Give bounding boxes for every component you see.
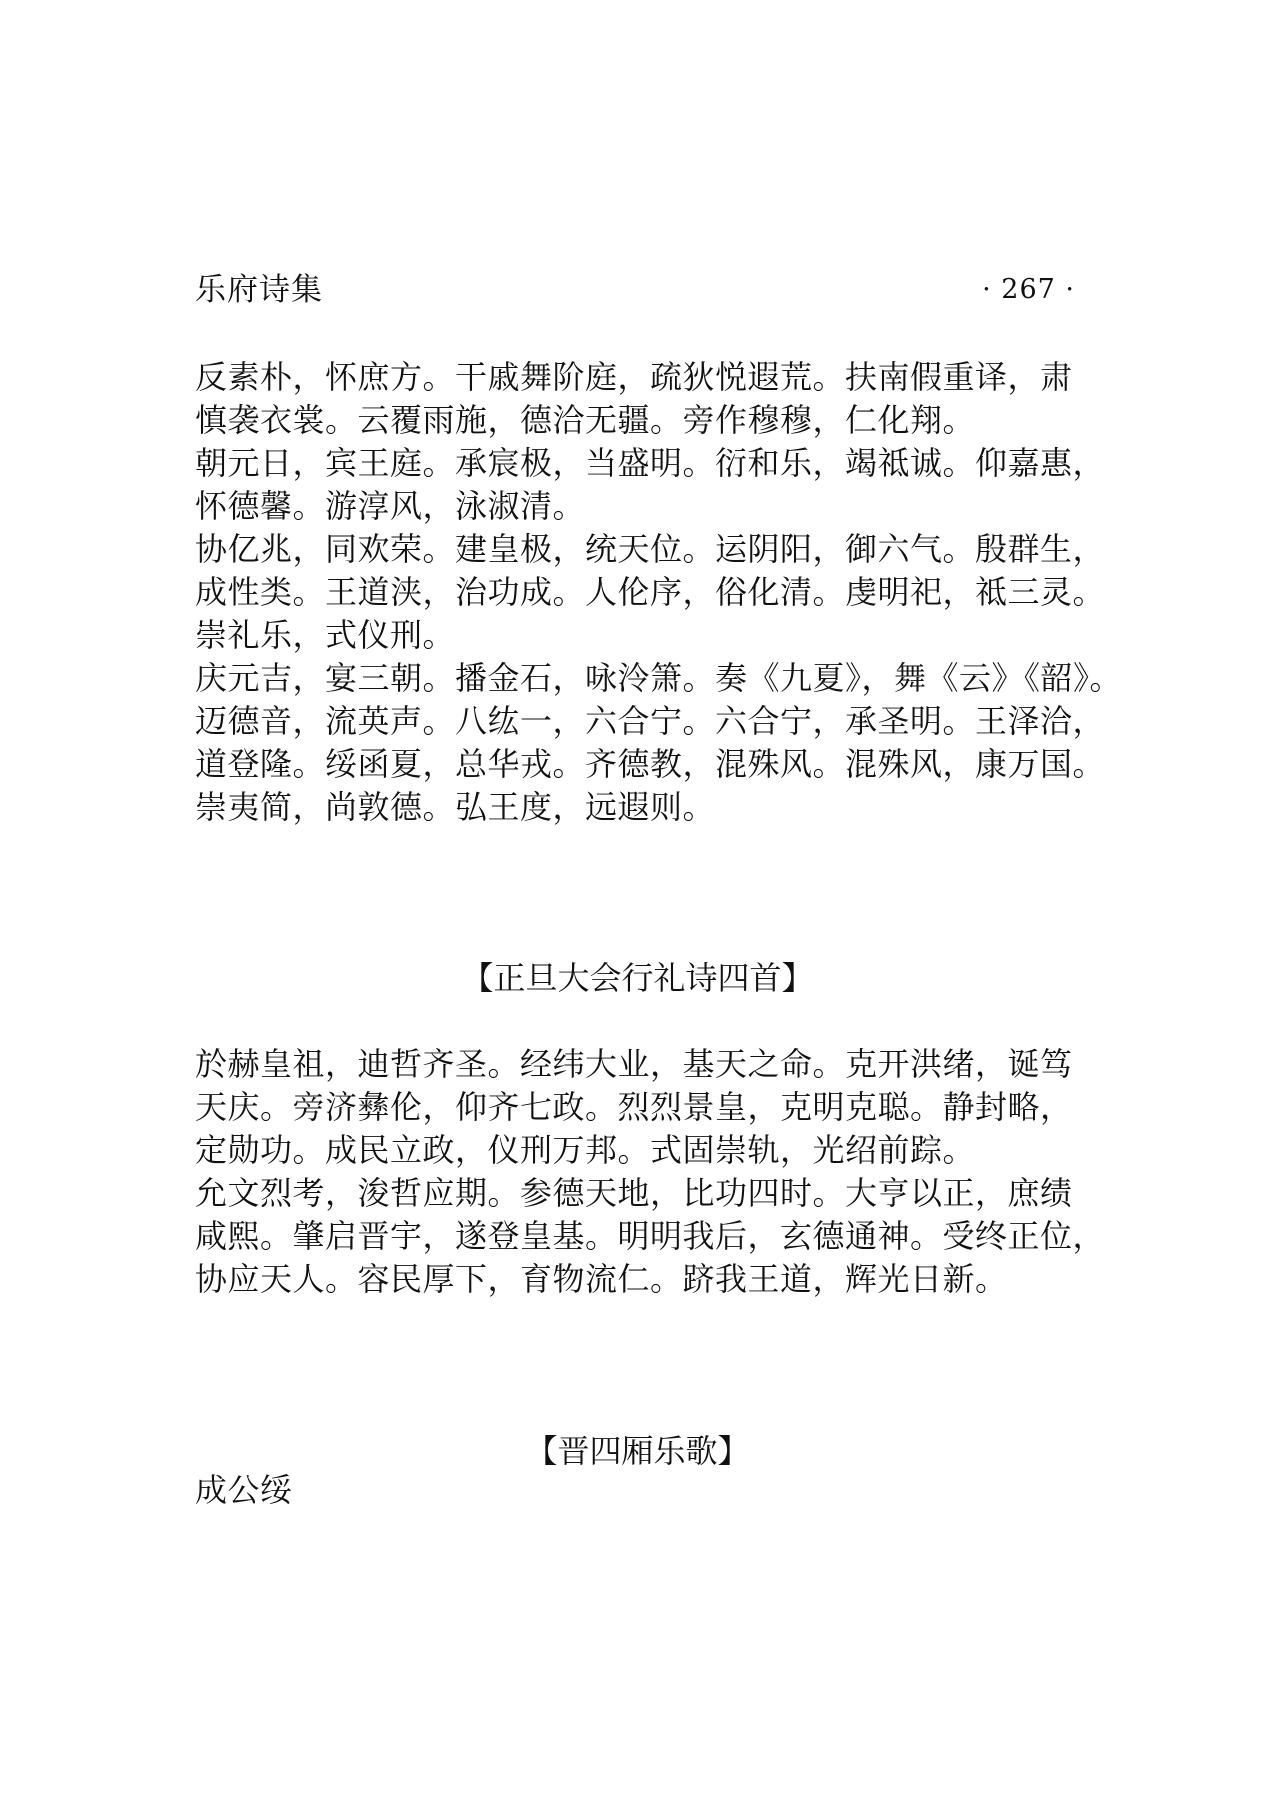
section-title-zhengdan: 【正旦大会行礼诗四首】: [461, 959, 814, 997]
text-line: 协应天人。容民厚下，育物流仁。跻我王道，辉光日新。: [195, 1260, 1008, 1298]
text-line: 庆元吉，宴三朝。播金石，咏泠箫。奏《九夏》，舞《云》《韶》。: [195, 659, 1123, 697]
text-line: 定勋功。成民立政，仪刑万邦。式固崇轨，光绍前踪。: [195, 1131, 976, 1169]
text-line: 崇夷简，尚敦德。弘王度，远遐则。: [195, 788, 716, 826]
page-number: · 267 ·: [982, 274, 1075, 305]
text-line: 慎袭衣裳。云覆雨施，德洽无疆。旁作穆穆，仁化翔。: [195, 401, 976, 439]
section-title-sixiang: 【晋四厢乐歌】: [525, 1432, 750, 1470]
text-line: 道登隆。绥函夏，总华戎。齐德教，混殊风。混殊风，康万国。: [195, 745, 1106, 783]
text-line: 怀德馨。游淳风，泳淑清。: [195, 487, 586, 525]
text-line: 迈德音，流英声。八纮一，六合宁。六合宁，承圣明。王泽洽，: [195, 702, 1106, 740]
poem-block-2: [195, 1043, 1135, 1301]
author-line: 成公绥: [195, 1471, 293, 1509]
text-line: 协亿兆，同欢荣。建皇极，统天位。运阴阳，御六气。殷群生，: [195, 530, 1106, 568]
text-line: 崇礼乐，式仪刑。: [195, 616, 456, 654]
running-header: [195, 268, 1075, 312]
text-line: 於赫皇祖，迪哲齐圣。经纬大业，基天之命。克开洪绪，诞笃: [195, 1045, 1073, 1083]
book-title: 乐府诗集: [195, 272, 323, 308]
poem-block-3: [195, 1469, 1135, 1512]
text-line: 成性类。王道浃，治功成。人伦序，俗化清。虔明祀，祗三灵。: [195, 573, 1106, 611]
text-line: 咸熙。肇启晋宇，遂登皇基。明明我后，玄德通神。受终正位，: [195, 1217, 1106, 1255]
text-line: 天庆。旁济彝伦，仰齐七政。烈烈景皇，克明克聪。静封略，: [195, 1088, 1073, 1126]
text-line: 反素朴，怀庶方。干戚舞阶庭，疏狄悦遐荒。扶南假重译，肃: [195, 358, 1073, 396]
poem-block-1: [195, 356, 1135, 829]
text-line: 朝元日，宾王庭。承宸极，当盛明。衍和乐，竭祗诚。仰嘉惠，: [195, 444, 1106, 482]
text-line: 允文烈考，浚哲应期。参德天地，比功四时。大亨以正，庶绩: [195, 1174, 1073, 1212]
